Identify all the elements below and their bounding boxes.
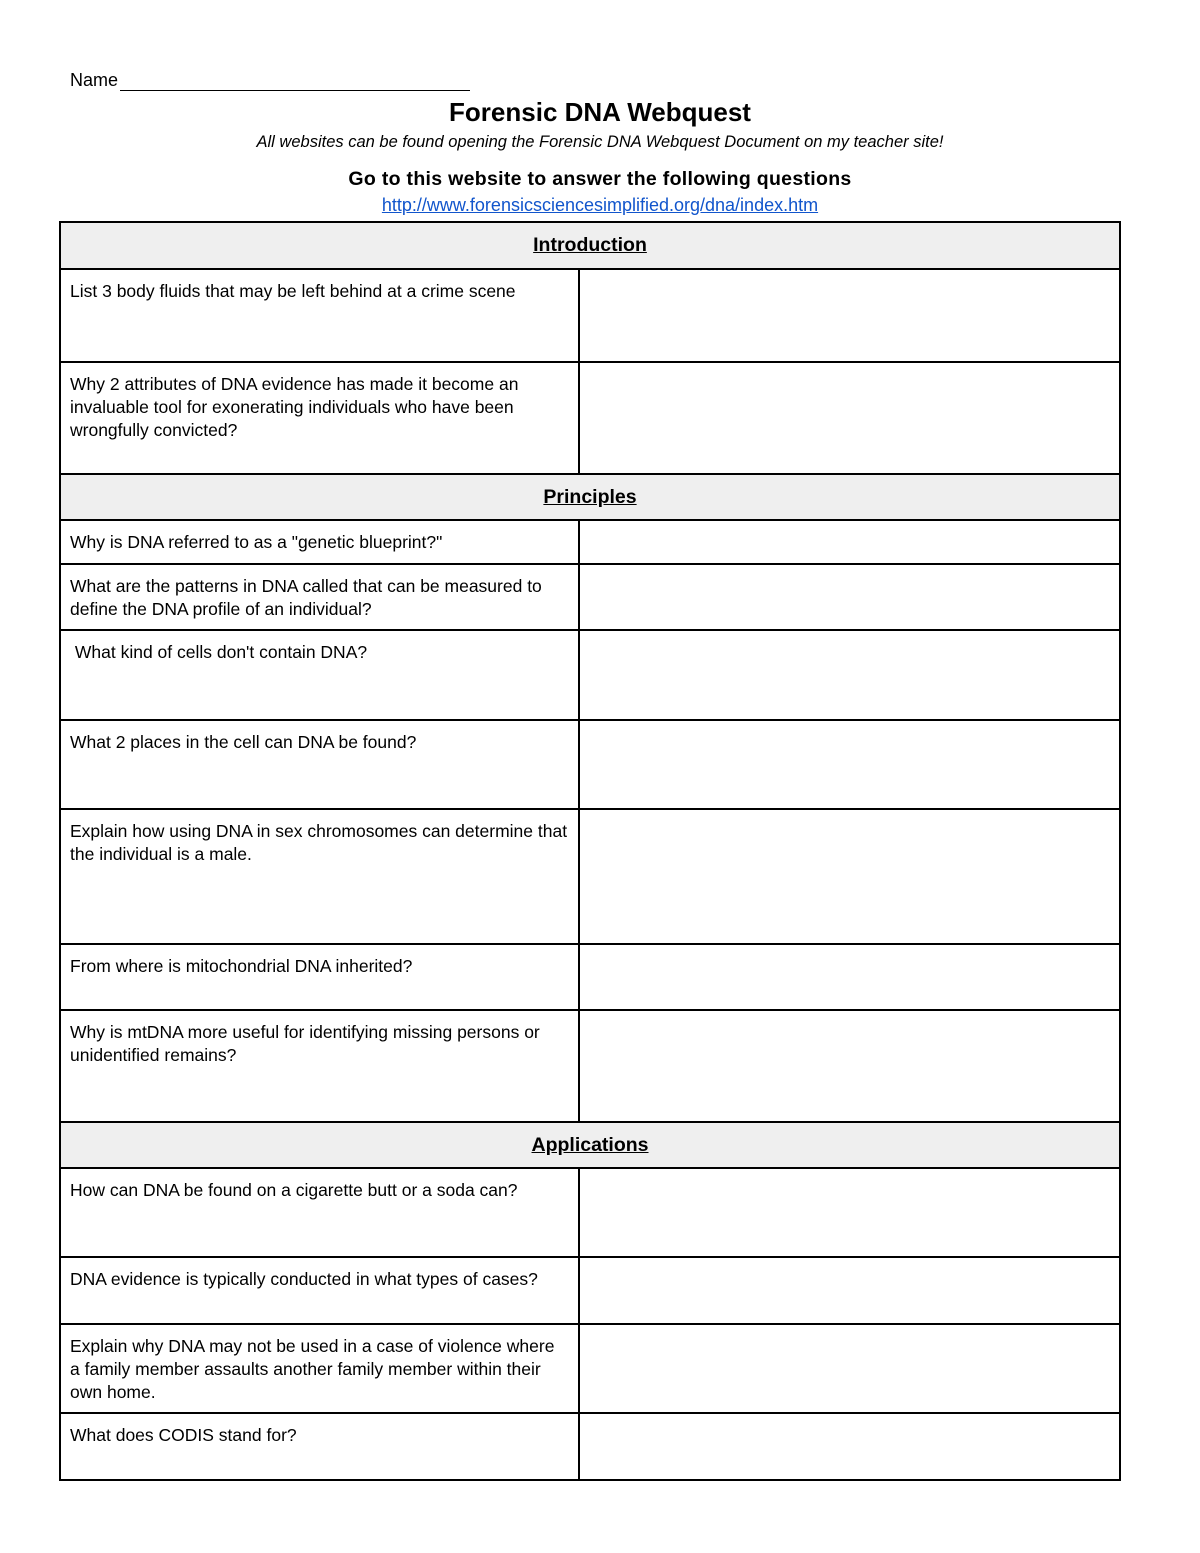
question-cell: Explain why DNA may not be used in a case of violence where a family member assaults another family member within their own home. xyxy=(60,1324,579,1413)
answer-cell[interactable] xyxy=(579,520,1120,564)
instruction-text: Go to this website to answer the following questions xyxy=(348,168,852,190)
answer-cell[interactable] xyxy=(579,1010,1120,1122)
page-title: Forensic DNA Webquest xyxy=(449,97,751,127)
name-blank-line[interactable] xyxy=(120,72,470,91)
answer-cell[interactable] xyxy=(579,564,1120,630)
section-header-row xyxy=(60,222,1120,269)
answer-cell[interactable] xyxy=(579,944,1120,1010)
worksheet-table xyxy=(59,221,1121,1481)
answer-cell[interactable] xyxy=(579,1413,1120,1480)
section-header-row xyxy=(60,474,1120,520)
question-cell: What 2 places in the cell can DNA be found? xyxy=(60,720,579,809)
section-header-row xyxy=(60,1122,1120,1168)
website-url-line xyxy=(0,195,1200,216)
section-title: Introduction xyxy=(533,234,647,256)
question-row xyxy=(60,1413,1120,1480)
question-cell: Explain how using DNA in sex chromosomes can determine that the individual is a male. xyxy=(60,809,579,944)
question-row xyxy=(60,809,1120,944)
section-title: Principles xyxy=(543,485,637,508)
name-label: Name xyxy=(70,70,119,90)
question-row xyxy=(60,1257,1120,1324)
section-introduction xyxy=(60,222,1120,269)
section-title: Applications xyxy=(531,1133,649,1156)
answer-cell[interactable] xyxy=(579,1168,1120,1257)
question-row xyxy=(60,1324,1120,1413)
answer-cell[interactable] xyxy=(579,630,1120,720)
question-row xyxy=(60,269,1120,362)
section-applications xyxy=(60,1122,1120,1168)
question-cell: Why is mtDNA more useful for identifying missing persons or unidentified remains? xyxy=(60,1010,579,1122)
answer-cell[interactable] xyxy=(579,269,1120,362)
question-row xyxy=(60,520,1120,564)
answer-cell[interactable] xyxy=(579,809,1120,944)
answer-cell[interactable] xyxy=(579,1257,1120,1324)
answer-cell[interactable] xyxy=(579,1324,1120,1413)
answer-cell[interactable] xyxy=(579,720,1120,809)
question-cell: Why 2 attributes of DNA evidence has made it become an invaluable tool for exonerating individuals who have been wrongfully convicted? xyxy=(60,362,579,474)
page-subtitle: All websites can be found opening the Forensic DNA Webquest Document on my teacher site! xyxy=(256,133,944,151)
section-principles xyxy=(60,474,1120,520)
question-cell: DNA evidence is typically conducted in what types of cases? xyxy=(60,1257,579,1324)
question-cell: How can DNA be found on a cigarette butt or a soda can? xyxy=(60,1168,579,1257)
question-row xyxy=(60,720,1120,809)
question-cell: What kind of cells don't contain DNA? xyxy=(60,630,579,720)
question-row xyxy=(60,1168,1120,1257)
question-cell: What are the patterns in DNA called that can be measured to define the DNA profile of an individual? xyxy=(60,564,579,630)
question-row xyxy=(60,362,1120,474)
answer-cell[interactable] xyxy=(579,362,1120,474)
question-cell: What does CODIS stand for? xyxy=(60,1413,579,1480)
question-cell: List 3 body fluids that may be left behind at a crime scene xyxy=(60,269,579,362)
question-row xyxy=(60,630,1120,720)
question-cell: Why is DNA referred to as a "genetic blueprint?" xyxy=(60,520,579,564)
question-row xyxy=(60,564,1120,630)
question-row xyxy=(60,944,1120,1010)
question-cell: From where is mitochondrial DNA inherited? xyxy=(60,944,579,1010)
name-field xyxy=(70,70,470,91)
website-link[interactable]: http://www.forensicsciencesimplified.org/dna/index.htm xyxy=(381,195,819,215)
question-row xyxy=(60,1010,1120,1122)
